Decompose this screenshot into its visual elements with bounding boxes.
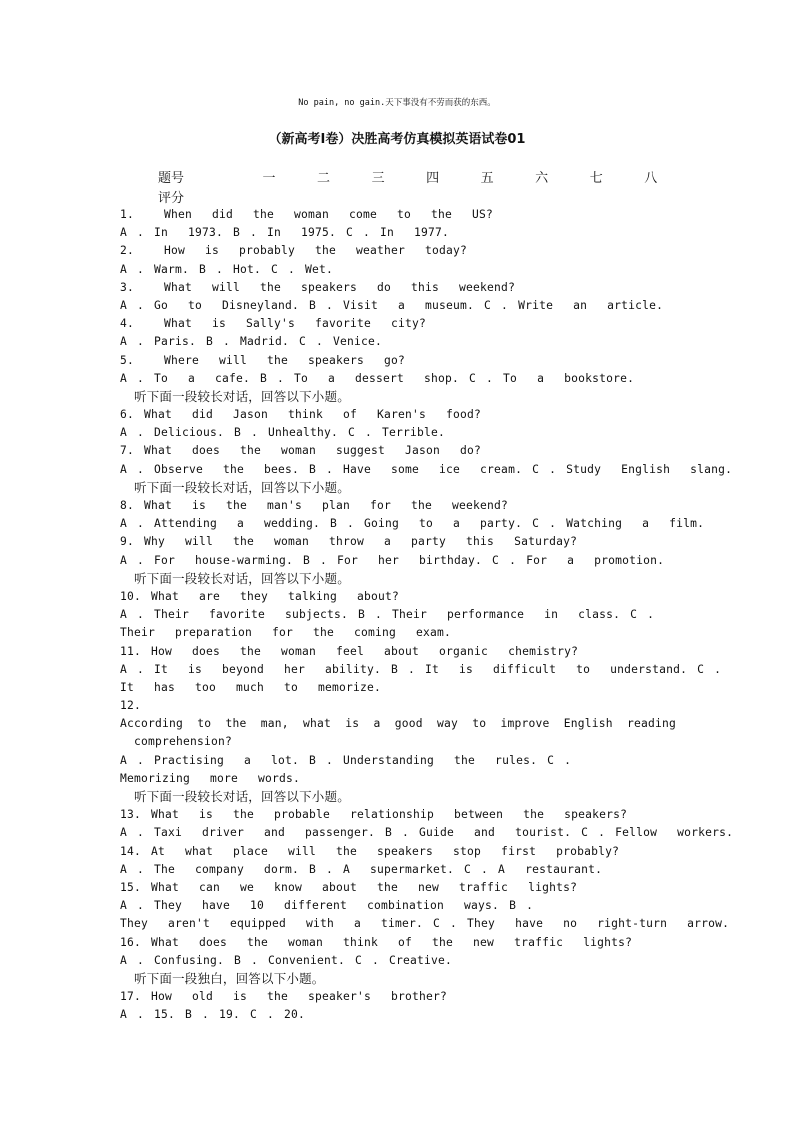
- score-col: 七: [589, 170, 603, 186]
- score-label-question-number: 题号: [158, 170, 185, 186]
- answer-options: A . It is beyond her ability. B . It is difficult to understand. C .: [120, 662, 722, 676]
- question-line: 16. What does the woman think of the new traffic lights?: [120, 935, 633, 949]
- question-line: 14. At what place will the speakers stop first probably?: [120, 844, 620, 858]
- section-instruction: 听下面一段较长对话，回答以下小题。: [134, 388, 350, 404]
- answer-options: A . They have 10 different combination ways. B .: [120, 899, 534, 913]
- question-line: 1. When did the woman come to the US?: [120, 208, 494, 221]
- section-instruction: 听下面一段较长对话，回答以下小题。: [134, 479, 350, 495]
- section-instruction: 听下面一段独白，回答以下小题。: [134, 970, 325, 986]
- answer-options: A . Their favorite subjects. B . Their performance in class. C .: [120, 608, 655, 622]
- question-line: 5. Where will the speakers go?: [120, 353, 406, 367]
- score-col: 四: [426, 170, 440, 186]
- question-line: 12.: [120, 699, 142, 713]
- answer-options: A . Attending a wedding. B . Going to a party. C . Watching a film.: [120, 517, 705, 531]
- score-col: 一: [262, 170, 276, 186]
- answer-options: A . Confusing. B . Convenient. C . Creative.: [120, 953, 453, 967]
- section-instruction: 听下面一段较长对话，回答以下小题。: [134, 789, 350, 804]
- score-row-numbers: [158, 166, 678, 186]
- answer-options: A . To a cafe. B . To a dessert shop. C . To a bookstore.: [120, 371, 635, 385]
- question-line: It has too much to memorize.: [120, 680, 382, 694]
- question-line: According to the man, what is a good way to improve English reading: [120, 717, 676, 731]
- question-line: 13. What is the probable relationship between the speakers?: [120, 808, 628, 822]
- answer-options: A . Observe the bees. B . Have some ice cream. C . Study English slang.: [120, 462, 733, 476]
- score-col: 六: [535, 170, 549, 186]
- answer-options: A . Delicious. B . Unhealthy. C . Terrible.: [120, 426, 446, 440]
- answer-options: A . 15. B . 19. C . 20.: [120, 1008, 306, 1022]
- answer-options: A . Paris. B . Madrid. C . Venice.: [120, 335, 383, 349]
- question-line: 8. What is the man's plan for the weekend?: [120, 499, 509, 512]
- score-label-score: 评分: [158, 190, 185, 206]
- question-line: 15. What can we know about the new traffic lights?: [120, 880, 578, 894]
- answer-options: A . Warm. B . Hot. C . Wet.: [120, 262, 334, 276]
- score-col: 五: [480, 170, 494, 186]
- question-line: comprehension?: [134, 735, 233, 749]
- question-line: 9. Why will the woman throw a party this Saturday?: [120, 535, 578, 549]
- question-line: 6. What did Jason think of Karen's food?: [120, 408, 482, 422]
- question-line: 3. What will the speakers do this weekend?: [120, 280, 516, 294]
- question-list: [120, 206, 734, 1024]
- question-line: 2. How is probably the weather today?: [120, 244, 468, 258]
- question-line: 7. What does the woman suggest Jason do?: [120, 444, 482, 458]
- question-line: 11. How does the woman feel about organic chemistry?: [120, 644, 579, 658]
- answer-options: A . The company dorm. B . A supermarket. C . A restaurant.: [120, 862, 603, 876]
- question-line: 10. What are they talking about?: [120, 589, 400, 603]
- page-header-motto: No pain, no gain.天下事没有不劳而获的东西。: [298, 98, 496, 108]
- question-line: Memorizing more words.: [120, 771, 301, 785]
- answer-options: A . For house-warming. B . For her birthday. C . For a promotion.: [120, 553, 665, 567]
- question-line: Their preparation for the coming exam.: [120, 626, 452, 640]
- score-table: [158, 166, 678, 206]
- score-row-scores: [158, 186, 678, 206]
- score-col: 三: [371, 170, 385, 186]
- question-line: They aren't equipped with a timer. C . They have no right-turn arrow.: [120, 917, 730, 931]
- answer-options: A . In 1973. B . In 1975. C . In 1977.: [120, 226, 450, 240]
- score-col: 二: [317, 170, 331, 186]
- answer-options: A . Go to Disneyland. B . Visit a museum. C . Write an article.: [120, 298, 664, 312]
- answer-options: A . Practising a lot. B . Understanding the rules. C .: [120, 753, 572, 767]
- question-line: 17. How old is the speaker's brother?: [120, 990, 448, 1004]
- answer-options: A . Taxi driver and passenger. B . Guide and tourist. C . Fellow workers.: [120, 826, 734, 840]
- score-col: 八: [644, 170, 658, 186]
- exam-title: （新高考I卷）决胜高考仿真模拟英语试卷01: [268, 132, 526, 147]
- question-line: 4. What is Sally's favorite city?: [120, 317, 427, 331]
- section-instruction: 听下面一段较长对话，回答以下小题。: [134, 570, 350, 586]
